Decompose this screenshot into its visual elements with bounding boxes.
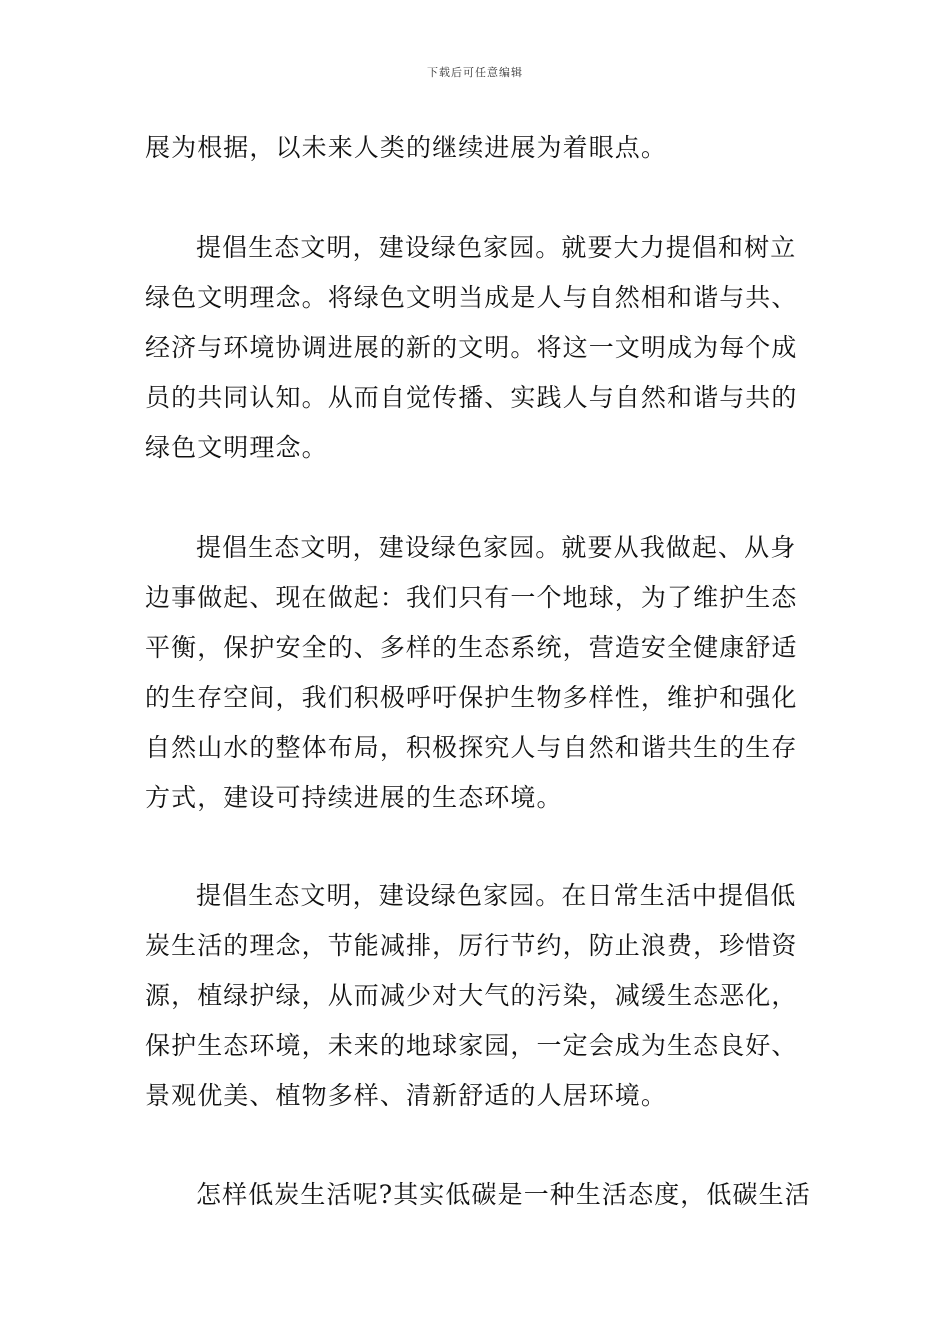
text-line: 源，植绿护绿，从而减少对大气的污染，减缓生态恶化， bbox=[145, 981, 798, 1010]
paragraph-first-line: 提倡生态文明，建设绿色家园。就要从我做起、从身 bbox=[196, 533, 797, 562]
paragraph-first-line: 提倡生态文明，建设绿色家园。就要大力提倡和树立 bbox=[196, 233, 797, 262]
paragraph-first-line: 提倡生态文明，建设绿色家园。在日常生活中提倡低 bbox=[196, 881, 797, 910]
text-line: 边事做起、现在做起：我们只有一个地球，为了维护生态 bbox=[145, 583, 798, 612]
text-line: 绿色文明理念。 bbox=[145, 433, 328, 462]
text-line: 方式，建设可持续进展的生态环境。 bbox=[145, 783, 563, 812]
text-line: 的生存空间，我们积极呼吁保护生物多样性，维护和强化 bbox=[145, 683, 798, 712]
text-line: 绿色文明理念。将绿色文明当成是人与自然相和谐与共、 bbox=[145, 283, 798, 312]
text-line: 炭生活的理念，节能减排，厉行节约，防止浪费，珍惜资 bbox=[145, 931, 798, 960]
text-line: 景观优美、植物多样、清新舒适的人居环境。 bbox=[145, 1081, 668, 1110]
page-header: 下载后可任意编辑 bbox=[427, 66, 523, 79]
paragraph-first-line: 怎样低炭生活呢?其实低碳是一种生活态度，低碳生活 bbox=[196, 1180, 811, 1209]
text-line: 员的共同认知。从而自觉传播、实践人与自然和谐与共的 bbox=[145, 383, 798, 412]
text-line: 保护生态环境，未来的地球家园，一定会成为生态良好、 bbox=[145, 1031, 798, 1060]
text-line: 经济与环境协调进展的新的文明。将这一文明成为每个成 bbox=[145, 333, 798, 362]
text-line: 平衡，保护安全的、多样的生态系统，营造安全健康舒适 bbox=[145, 633, 798, 662]
text-line: 展为根据，以未来人类的继续进展为着眼点。 bbox=[145, 133, 668, 162]
text-line: 自然山水的整体布局，积极探究人与自然和谐共生的生存 bbox=[145, 733, 798, 762]
